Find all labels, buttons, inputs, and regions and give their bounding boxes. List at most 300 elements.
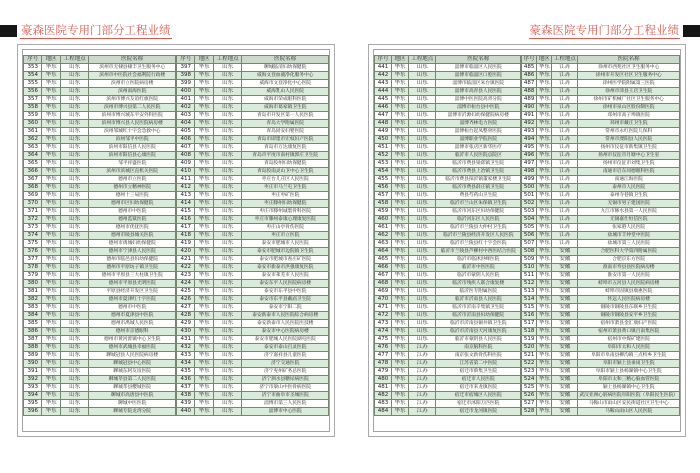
region-cell: 华东	[195, 376, 213, 384]
hospital-name-cell: 枣庄市立医院	[242, 232, 329, 240]
table-row	[177, 232, 329, 240]
table-row	[522, 384, 680, 392]
hospital-name-cell: 泰安新泰市人民医院医技楼	[242, 320, 329, 328]
hospital-name-cell: 宿迁市来龙镇医院	[436, 384, 521, 392]
location-cell: 安徽	[552, 352, 578, 360]
region-cell: 华东	[195, 64, 213, 72]
table-row	[375, 120, 521, 128]
region-cell: 华东	[42, 192, 60, 200]
hospital-name-cell: 临沂市沂南县妇幼保健院	[436, 312, 521, 320]
region-cell: 华东	[195, 128, 213, 136]
region-cell: 华东	[195, 304, 213, 312]
hospital-name-cell: 滨州市滨城区直机关医院	[89, 168, 176, 176]
region-cell: 华东	[195, 352, 213, 360]
region-cell: 华东	[392, 112, 409, 120]
region-cell: 华东	[195, 296, 213, 304]
hospital-name-cell: 平原县经济开发区卫生院	[89, 288, 176, 296]
hospital-name-cell: 无锡市男子建国医院	[578, 200, 680, 208]
table-row	[24, 176, 176, 184]
serial-cell: 431	[177, 336, 195, 344]
hospital-name-cell: 临沂市蒙阴县人民医院	[436, 336, 521, 344]
table-row	[375, 248, 521, 256]
table-row	[522, 312, 680, 320]
region-cell: 华东	[42, 184, 60, 192]
table-row	[375, 96, 521, 104]
location-cell: 江苏	[552, 160, 578, 168]
region-cell: 华东	[195, 96, 213, 104]
region-cell: 华东	[195, 232, 213, 240]
region-cell: 华东	[42, 208, 60, 216]
region-cell: 华东	[195, 192, 213, 200]
location-cell: 江苏	[552, 96, 578, 104]
serial-cell: 508	[522, 248, 537, 256]
region-cell: 华东	[195, 120, 213, 128]
serial-cell: 484	[375, 408, 392, 416]
location-cell: 山东	[213, 192, 242, 200]
region-cell: 华东	[42, 232, 60, 240]
serial-cell: 517	[522, 320, 537, 328]
location-cell: 江苏	[552, 112, 578, 120]
location-cell: 山东	[409, 328, 436, 336]
serial-cell: 357	[24, 96, 42, 104]
serial-cell: 384	[24, 312, 42, 320]
location-cell: 江苏	[552, 128, 578, 136]
region-cell: 华东	[392, 232, 409, 240]
table-row	[24, 384, 176, 392]
achievements-table	[23, 55, 176, 416]
table-row	[522, 112, 680, 120]
region-cell: 华东	[42, 272, 60, 280]
region-cell: 华东	[195, 216, 213, 224]
region-cell: 华东	[537, 392, 552, 400]
location-cell: 江苏	[552, 184, 578, 192]
serial-cell: 495	[522, 144, 537, 152]
hospital-name-cell: 合肥医科大学第四附属医院	[578, 248, 680, 256]
location-cell: 山东	[60, 64, 89, 72]
region-cell: 华东	[392, 216, 409, 224]
table-row	[522, 120, 680, 128]
region-cell: 华东	[195, 88, 213, 96]
region-cell: 华东	[537, 128, 552, 136]
table-row	[24, 120, 176, 128]
serial-cell: 417	[177, 224, 195, 232]
location-cell: 山东	[60, 264, 89, 272]
serial-cell: 393	[24, 384, 42, 392]
location-cell: 安徽	[552, 400, 578, 408]
region-cell: 华东	[195, 400, 213, 408]
hospital-name-cell: 青岛胶州妇幼保健院	[242, 160, 329, 168]
table-row	[24, 352, 176, 360]
location-cell: 江苏	[552, 152, 578, 160]
table-row	[24, 200, 176, 208]
table-row	[177, 136, 329, 144]
hospital-name-cell: 扬州市仪征市新集镇卫生院	[578, 144, 680, 152]
region-cell: 华东	[42, 136, 60, 144]
region-cell: 华东	[42, 360, 60, 368]
table-header-row	[177, 56, 329, 64]
hospital-name-cell: 泰安市肥城人民医院湖屯医院	[242, 336, 329, 344]
region-cell: 华东	[195, 224, 213, 232]
region-cell: 华东	[195, 136, 213, 144]
serial-cell: 482	[375, 392, 392, 400]
location-cell: 山东	[409, 80, 436, 88]
location-cell: 江苏	[552, 80, 578, 88]
table-row	[177, 72, 329, 80]
table-row	[24, 104, 176, 112]
location-cell: 山东	[60, 408, 89, 416]
hospital-name-cell: 宿迁市宿城区人民医院	[436, 392, 521, 400]
table-row	[522, 280, 680, 288]
page-left	[17, 44, 335, 437]
serial-cell: 473	[375, 320, 392, 328]
table-row	[177, 152, 329, 160]
hospital-name-cell: 泰安市东平县戴庙卫生院	[242, 296, 329, 304]
location-cell: 山东	[409, 168, 436, 176]
table-row	[177, 112, 329, 120]
hospital-name-cell: 德州市京德眼科	[89, 328, 176, 336]
region-cell: 华东	[392, 400, 409, 408]
region-cell: 华东	[537, 304, 552, 312]
serial-cell: 369	[24, 192, 42, 200]
region-cell: 华东	[537, 384, 552, 392]
location-cell: 山东	[409, 272, 436, 280]
serial-cell: 423	[177, 272, 195, 280]
hospital-name-cell: 邳州市戴庄卫生院	[578, 120, 680, 128]
serial-cell: 385	[24, 320, 42, 328]
table-header-row	[375, 56, 521, 64]
hospital-name-cell: 聊城冠县中心医院	[89, 360, 176, 368]
location-cell: 江苏	[552, 232, 578, 240]
region-cell: 华东	[42, 368, 60, 376]
location-cell: 山东	[213, 376, 242, 384]
table-row	[177, 216, 329, 224]
serial-cell: 429	[177, 320, 195, 328]
column-header: 工程地点	[553, 56, 576, 62]
hospital-name-cell: 威海市荣成眼科医院	[242, 96, 329, 104]
hospital-name-cell: 德州市宁津县人民医院	[89, 248, 176, 256]
hospital-name-cell: 临沂市沂南县铜井镇卫生院	[436, 320, 521, 328]
location-cell: 山东	[409, 304, 436, 312]
region-cell: 华东	[195, 288, 213, 296]
table-row	[177, 168, 329, 176]
hospital-name-cell: 淄博市临淄区朱台镇医院	[436, 80, 521, 88]
hospital-name-cell: 泰安市东平县中医院	[242, 288, 329, 296]
serial-cell: 376	[24, 248, 42, 256]
hospital-name-cell: 扬州市仪征市刘集卫生院	[578, 160, 680, 168]
table-row	[24, 112, 176, 120]
serial-cell: 442	[375, 72, 392, 80]
hospital-name-cell: 枣庄市滕州诚墨骨科医院	[242, 208, 329, 216]
region-cell: 华东	[537, 344, 552, 352]
location-cell: 山东	[60, 136, 89, 144]
location-cell: 山东	[409, 152, 436, 160]
region-cell: 华东	[537, 312, 552, 320]
table-row	[177, 208, 329, 216]
serial-cell: 438	[177, 392, 195, 400]
table-row	[375, 296, 521, 304]
hospital-name-cell: 蚌埠市固镇县康惠医院	[578, 288, 680, 296]
location-cell: 江苏	[409, 384, 436, 392]
serial-cell: 360	[24, 120, 42, 128]
hospital-name-cell: 阜阳市颍上县杨湖镇中心卫生院	[578, 368, 680, 376]
location-cell: 江苏	[552, 88, 578, 96]
table-row	[522, 96, 680, 104]
table-row	[177, 304, 329, 312]
serial-cell: 479	[375, 368, 392, 376]
serial-cell: 401	[177, 96, 195, 104]
region-cell: 华东	[195, 112, 213, 120]
table-row	[375, 384, 521, 392]
location-cell: 安徽	[552, 408, 578, 416]
location-cell: 山东	[60, 248, 89, 256]
serial-cell: 519	[522, 336, 537, 344]
serial-cell: 413	[177, 192, 195, 200]
serial-cell: 448	[375, 120, 392, 128]
hospital-name-cell: 宿州市萧县黄口镇百南集医院	[578, 328, 680, 336]
serial-cell: 468	[375, 280, 392, 288]
region-cell: 华东	[42, 96, 60, 104]
location-cell: 山东	[213, 304, 242, 312]
serial-cell: 355	[24, 80, 42, 88]
serial-cell: 371	[24, 208, 42, 216]
region-cell: 华东	[537, 144, 552, 152]
hospital-name-cell: 宿迁市龙河镇医院	[436, 408, 521, 416]
column-header: 地区	[537, 56, 552, 64]
location-cell: 山东	[213, 80, 242, 88]
hospital-name-cell: 淄博市第三人民医院	[242, 400, 329, 408]
serial-cell: 467	[375, 272, 392, 280]
table-row	[24, 392, 176, 400]
table-row	[375, 376, 521, 384]
table-row	[522, 392, 680, 400]
location-cell: 山东	[60, 128, 89, 136]
hospital-name-cell: 青岛市平度市南村镇郭庄卫生院	[242, 152, 329, 160]
table-row	[24, 128, 176, 136]
column-header: 工程地点	[409, 56, 436, 64]
column-header: 工程地点	[60, 56, 89, 64]
table-row	[375, 176, 521, 184]
location-cell: 江苏	[552, 224, 578, 232]
serial-cell: 455	[375, 176, 392, 184]
column-header: 序号	[177, 56, 195, 64]
hospital-name-cell: 德州市陵县城关医院	[89, 232, 176, 240]
serial-cell: 372	[24, 216, 42, 224]
table-row	[177, 80, 329, 88]
region-cell: 华东	[392, 328, 409, 336]
hospital-name-cell: 泰安市肥城市查庄矿医院	[242, 256, 329, 264]
region-cell: 华东	[195, 384, 213, 392]
location-cell: 江苏	[552, 104, 578, 112]
serial-cell: 409	[177, 160, 195, 168]
hospital-name-cell: 徐州医学院附属第三医院	[578, 80, 680, 88]
location-cell: 山东	[60, 288, 89, 296]
region-cell: 华东	[537, 112, 552, 120]
region-cell: 华东	[392, 200, 409, 208]
table-row	[375, 232, 521, 240]
hospital-name-cell: 德州市优抚医院	[89, 224, 176, 232]
location-cell: 山东	[60, 240, 89, 248]
hospital-name-cell: 德州十三局医院	[89, 192, 176, 200]
region-cell: 华东	[42, 400, 60, 408]
table-row	[24, 168, 176, 176]
serial-cell: 491	[522, 112, 537, 120]
hospital-name-cell: 临沂市费县梁邱镇卫生院	[436, 160, 521, 168]
location-cell: 山东	[60, 392, 89, 400]
serial-cell: 496	[522, 152, 537, 160]
serial-cell: 353	[24, 64, 42, 72]
hospital-name-cell: 德州市黄河涯镇中心卫生院	[89, 336, 176, 344]
serial-cell: 400	[177, 88, 195, 96]
location-cell: 山东	[60, 160, 89, 168]
hospital-name-cell: 德州市平原县光明医院	[89, 280, 176, 288]
location-cell: 山东	[213, 120, 242, 128]
region-cell: 华东	[392, 256, 409, 264]
hospital-name-cell: 临沂市沂南县人民医院	[436, 296, 521, 304]
location-cell: 山东	[60, 272, 89, 280]
hospital-name-cell: 德州市立精神医院	[89, 184, 176, 192]
region-cell: 华东	[42, 280, 60, 288]
column-header: 地区	[42, 56, 60, 64]
region-cell: 华东	[42, 120, 60, 128]
location-cell: 山东	[409, 312, 436, 320]
serial-cell: 374	[24, 232, 42, 240]
serial-cell: 356	[24, 88, 42, 96]
table-row	[177, 320, 329, 328]
region-cell: 华东	[42, 256, 60, 264]
table-row	[375, 136, 521, 144]
location-cell: 江苏	[409, 392, 436, 400]
serial-cell: 516	[522, 312, 537, 320]
serial-cell: 437	[177, 384, 195, 392]
hospital-name-cell: 滨州邹平中医院	[89, 136, 176, 144]
hospital-name-cell: 滨州市立医院病房楼	[89, 80, 176, 88]
region-cell: 华东	[537, 368, 552, 376]
table-row	[522, 344, 680, 352]
table-row	[522, 368, 680, 376]
hospital-name-cell: 淄博职业学院医院	[436, 136, 521, 144]
table-row	[375, 184, 521, 192]
hospital-name-cell: 淄博市临淄区人民医院	[436, 64, 521, 72]
serial-cell: 471	[375, 304, 392, 312]
region-cell: 华东	[42, 216, 60, 224]
location-cell: 山东	[409, 144, 436, 152]
table-header-row	[522, 56, 680, 64]
serial-cell: 480	[375, 376, 392, 384]
table-row	[522, 160, 680, 168]
column-header: 医院名称	[242, 56, 329, 64]
table-row	[177, 240, 329, 248]
region-cell: 华东	[537, 328, 552, 336]
hospital-name-cell: 聊城东阿友谊医院	[89, 368, 176, 376]
page-title: 豪森医院专用门部分工程业绩	[529, 22, 679, 37]
hospital-name-cell: 南通江海医院	[578, 176, 680, 184]
region-cell: 华东	[537, 104, 552, 112]
table-row	[522, 136, 680, 144]
serial-cell: 425	[177, 288, 195, 296]
serial-cell: 436	[177, 376, 195, 384]
location-cell: 山东	[60, 280, 89, 288]
table-row	[24, 256, 176, 264]
hospital-name-cell: 邳州市高子埠镇医院	[578, 112, 680, 120]
region-cell: 华东	[537, 168, 552, 176]
location-cell: 安徽	[552, 360, 578, 368]
serial-cell: 481	[375, 384, 392, 392]
hospital-name-cell: 滨州市中医院社会福利院行政楼	[89, 72, 176, 80]
location-cell: 安徽	[552, 384, 578, 392]
region-cell: 华东	[195, 208, 213, 216]
table-row	[522, 128, 680, 136]
location-cell: 山东	[213, 288, 242, 296]
region-cell: 华东	[537, 280, 552, 288]
table-row	[24, 192, 176, 200]
location-cell: 江苏	[552, 72, 578, 80]
hospital-name-cell: 宿迁市蔡集卫生院	[436, 368, 521, 376]
page-title: 豪森医院专用门部分工程业绩	[21, 22, 171, 37]
table-row	[522, 336, 680, 344]
serial-cell: 424	[177, 280, 195, 288]
hospital-name-cell: 青岛大学附属医院	[242, 120, 329, 128]
table-row	[522, 240, 680, 248]
location-cell: 江苏	[409, 376, 436, 384]
hospital-name-cell: 德州市区妇幼保健院	[89, 200, 176, 208]
location-cell: 山东	[213, 144, 242, 152]
region-cell: 华东	[537, 224, 552, 232]
region-cell: 华东	[42, 384, 60, 392]
region-cell: 华东	[42, 176, 60, 184]
serial-cell: 398	[177, 72, 195, 80]
serial-cell: 449	[375, 128, 392, 136]
serial-cell: 415	[177, 208, 195, 216]
region-cell: 华东	[537, 408, 552, 416]
location-cell: 山东	[213, 72, 242, 80]
serial-cell: 430	[177, 328, 195, 336]
serial-cell: 445	[375, 96, 392, 104]
region-cell: 华东	[392, 152, 409, 160]
region-cell: 华东	[537, 248, 552, 256]
location-cell: 山东	[213, 176, 242, 184]
hospital-name-cell: 无锡嘉仕恒信医院	[578, 216, 680, 224]
hospital-name-cell: 青岛市开发区第一人民医院	[242, 112, 329, 120]
hospital-name-cell: 临沂市兰陵县大仲村卫生院	[436, 224, 521, 232]
table-row	[24, 72, 176, 80]
hospital-name-cell: 枣庄台儿庄区人民医院	[242, 176, 329, 184]
table-row	[177, 160, 329, 168]
table-row	[24, 312, 176, 320]
serial-cell: 490	[522, 104, 537, 112]
hospital-name-cell: 徐州市泉山区股份制医院	[578, 104, 680, 112]
table-row	[177, 96, 329, 104]
table-row	[24, 320, 176, 328]
column-header: 工程地点	[213, 56, 242, 64]
hospital-name-cell: 聊城市高唐县中医院	[89, 392, 176, 400]
hospital-name-cell: 徐州市开发区社区卫生服务中心	[578, 72, 680, 80]
hospital-name-cell: 枣庄山亭骨伤医院	[242, 224, 329, 232]
serial-cell: 395	[24, 400, 42, 408]
table-row	[375, 192, 521, 200]
table-row	[177, 296, 329, 304]
table-row	[522, 352, 680, 360]
table-row	[375, 128, 521, 136]
column-header: 医院名称	[436, 56, 521, 64]
table-row	[375, 88, 521, 96]
table-row	[375, 320, 521, 328]
serial-cell: 426	[177, 296, 195, 304]
serial-cell: 382	[24, 296, 42, 304]
hospital-name-cell: 泰州市人民医院	[578, 184, 680, 192]
serial-cell: 452	[375, 152, 392, 160]
hospital-name-cell: 临沂市费县探沂镇董家楼卫生院	[436, 176, 521, 184]
serial-cell: 457	[375, 192, 392, 200]
